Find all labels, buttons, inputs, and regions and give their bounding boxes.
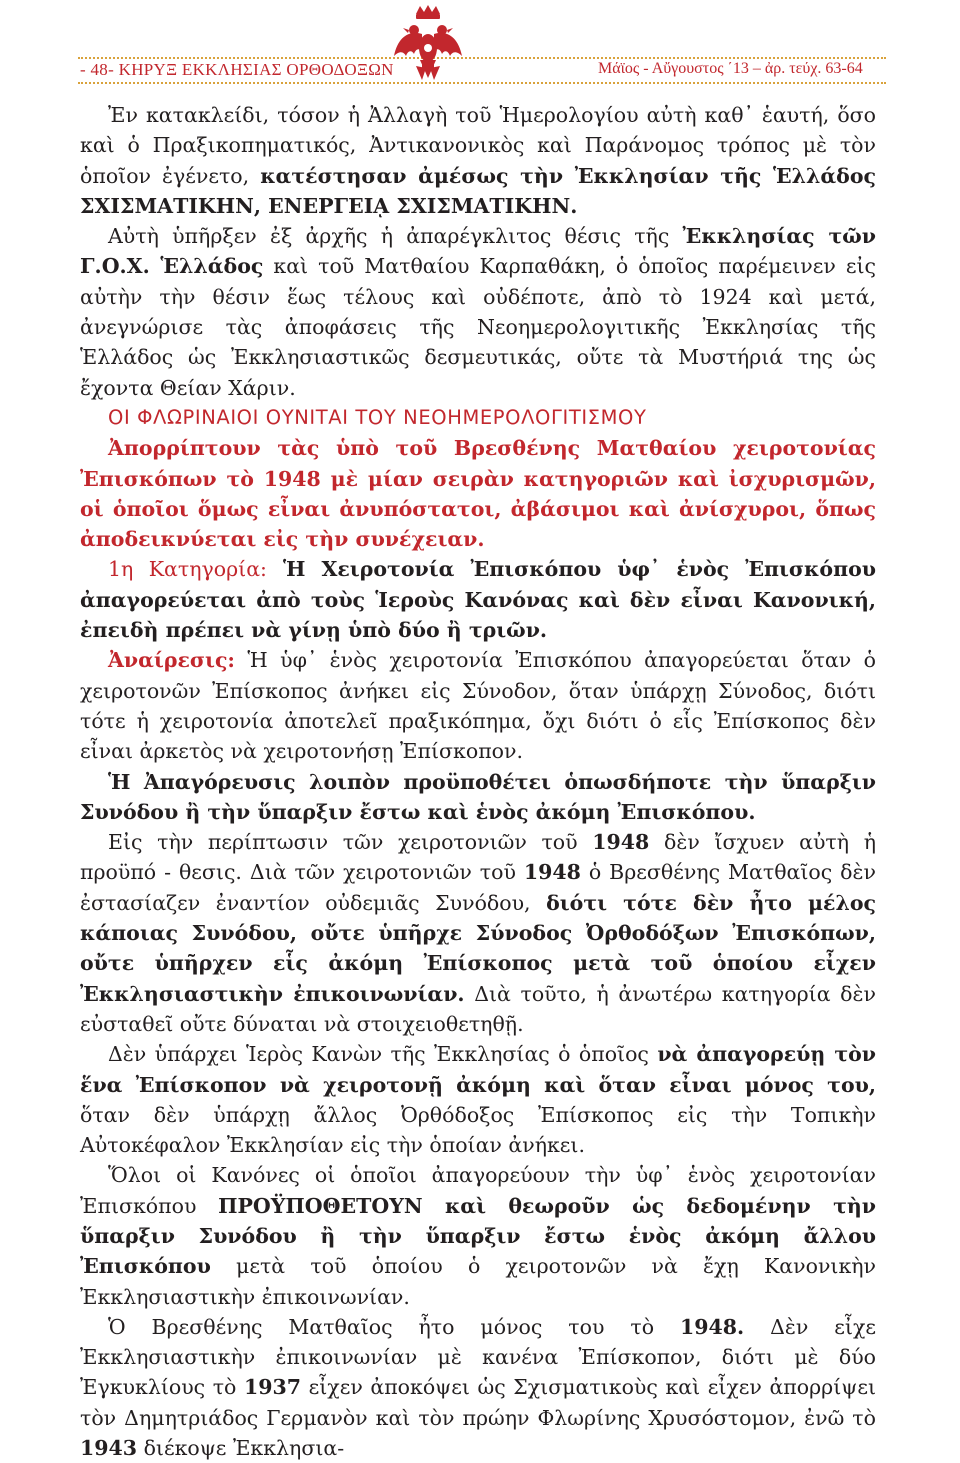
bold-statement: κατέστησαν ἀμέσως τὴν Ἐκκλησίαν τῆς Ἑλλάδος ΣΧΙΣΜΑΤΙΚΗΝ, ΕΝΕΡΓΕΙᾼ ΣΧΙΣΜΑΤΙΚΗΝ. <box>80 163 876 218</box>
header-top-rule <box>78 57 886 59</box>
paragraph-all-canons: Ὅλοι οἱ Κανόνες οἱ ὁποῖοι ἀπαγορεύουν τὴν ὑφ᾽ ἑνὸς χειροτονίαν Ἐπισκόπου ΠΡΟΫΠΟΘΕΤΟΥΝ καὶ θεωροῦν ὡς δεδομένην τὴν ὕπαρξιν Συνόδου ἢ τὴν ὕπαρξιν ἔστω ἑνὸς ἀκόμη ἄλλου Ἐπισκόπου μετὰ τοῦ ὁποίου ὁ χειροτονῶν νὰ ἔχῃ Κανονικὴν Ἐκκλησιαστικὴν ἐπικοινωνίαν. <box>80 1163 876 1309</box>
page-header <box>0 0 960 92</box>
paragraph-conclusion: Ἐν κατακλείδι, τόσον ἡ Ἀλλαγὴ τοῦ Ἡμερολογίου αὐτὴ καθ᾽ ἑαυτή, ὅσο καὶ ὁ Πραξικοπηματικός, Ἀντικανονικὸς καὶ Παράνομος τρόπος μὲ τὸν ὁποῖον ἐγένετο, κατέστησαν ἀμέσως τὴν Ἐκκλησίαν τῆς Ἑλλάδος ΣΧΙΣΜΑΤΙΚΗΝ, ΕΝΕΡΓΕΙᾼ ΣΧΙΣΜΑΤΙΚΗΝ. <box>80 103 876 218</box>
header-issue-label: Μάϊος - Αὔγουστος ΄13 – ἀρ. τεύχ. 63-64 <box>598 60 863 77</box>
paragraph-refutation: Ἀναίρεσις: Ἡ ὑφ᾽ ἑνὸς χειροτονία Ἐπισκόπου ἀπαγορεύεται ὅταν ὁ χειροτονῶν Ἐπίσκοπος ἀνήκει εἰς Σύνοδον, ὅταν ὑπάρχῃ Σύνοδος, διότι τότε ἡ χειροτονία ἀποτελεῖ πραξικόπημα, ὄχι διότι ὁ εἷς Ἐπίσκοπος δὲν εἶναι ἀρκετὸς νὰ χειροτονήσῃ Ἐπίσκοπον. <box>80 648 876 764</box>
paragraph-accusation-1: 1η Κατηγορία: Ἡ Χειροτονία Ἐπισκόπου ὑφ᾽ ἑνὸς Ἐπισκόπου ἀπαγορεύεται ἀπὸ τοὺς Ἱεροὺς Κανόνας καὶ δὲν εἶναι Κανονική, ἐπειδὴ πρέπει νὰ γίνῃ ὑπὸ δύο ἢ τριῶν. <box>80 557 876 643</box>
accusation-label: 1η Κατηγορία: <box>108 557 267 582</box>
paragraph-prohibition: Ἡ Ἀπαγόρευσις λοιπὸν προϋποθέτει ὁπωσδήποτε τὴν ὕπαρξιν Συνόδου ἢ τὴν ὕπαρξιν ἔστω καὶ ἑνὸς ἀκόμη Ἐπισκόπου. <box>80 769 876 824</box>
paragraph-no-canon: Δὲν ὑπάρχει Ἱερὸς Κανὼν τῆς Ἐκκλησίας ὁ ὁποῖος νὰ ἀπαγορεύῃ τὸν ἕνα Ἐπίσκοπον νὰ χειροτονῇ ἀκόμη καὶ ὅταν εἶναι μόνος του, ὅταν δὲν ὑπάρχῃ ἄλλος Ὀρθόδοξος Ἐπίσκοπος εἰς τὴν Τοπικὴν Αὐτοκέφαλον Ἐκκλησίαν εἰς τὴν ὁποίαν ἀνήκει. <box>80 1042 877 1158</box>
church-name: Ἐκκλησίας τῶν Γ.Ο.Χ. Ἑλλάδος <box>80 224 876 279</box>
refutation-label: Ἀναίρεσις: <box>108 648 236 673</box>
section-heading: ΟΙ ΦΛΩΡΙΝΑΙΟΙ ΟΥΝΙΤΑΙ ΤΟΥ ΝΕΟΗΜΕΡΟΛΟΓΙΤΙΣΜΟΥ <box>108 405 647 429</box>
header-page-label: - 48- ΚΗΡΥΞ ΕΚΚΛΗΣΙΑΣ ΟΡΘΟΔΟΞΩΝ <box>80 60 394 79</box>
paragraph-position: Αὐτὴ ὑπῆρξεν ἐξ ἀρχῆς ἡ ἀπαρέγκλιτος θέσις τῆς Ἐκκλησίας τῶν Γ.Ο.Χ. Ἑλλάδος καὶ τοῦ Ματθαίου Καρπαθάκη, ὁ ὁποῖος παρέμεινεν εἰς αὐτὴν τὴν θέσιν ἕως τέλους καὶ οὐδέποτε, ἀπὸ τὸ 1924 καὶ μετά, ἀνεγνώρισε τὰς ἀποφάσεις τῆς Νεοημερολογιτικῆς Ἐκκλησίας τῆς Ἑλλάδος ὡς Ἐκκλησιαστικῶς δεσμευτικάς, οὔτε τὰ Μυστήριά της ὡς ἔχοντα Θείαν Χάριν. <box>80 224 876 400</box>
article-body <box>80 100 876 1463</box>
header-bottom-rule <box>78 82 886 84</box>
double-headed-eagle-icon <box>392 4 464 92</box>
paragraph-intro-red: Ἀπορρίπτουν τὰς ὑπὸ τοῦ Βρεσθένης Ματθαίου χειροτονίας Ἐπισκόπων τὸ 1948 μὲ μίαν σειρὰν κατηγοριῶν καὶ ἰσχυρισμῶν, οἱ ὁποῖοι ὅμως εἶναι ἀνυπόστατοι, ἀβάσιμοι καὶ ἀνίσχυροι, ὅπως ἀποδεικνύεται εἰς τὴν συνέχειαν. <box>80 436 876 552</box>
paragraph-alone: Ὁ Βρεσθένης Ματθαῖος ἦτο μόνος του τὸ 1948. Δὲν εἶχε Ἐκκλησιαστικὴν ἐπικοινωνίαν μὲ κανένα Ἐπίσκοπον, διότι μὲ δύο Ἐγκυκλίους τὸ 1937 εἶχεν ἀποκόψει ὡς Σχισματικοὺς καὶ εἶχεν ἀπορρίψει τὸν Δημητριάδος Γερμανὸν καὶ τὸν πρώην Φλωρίνης Χρυσόστομον, ἐνῶ τὸ 1943 διέκοψε Ἐκκλησια- <box>80 1314 876 1461</box>
paragraph-1948: Εἰς τὴν περίπτωσιν τῶν χειροτονιῶν τοῦ 1948 δὲν ἴσχυεν αὐτὴ ἡ προϋπό - θεσις. Διὰ τῶν χειροτονιῶν τοῦ 1948 ὁ Βρεσθένης Ματθαῖος δὲν ἐστασίαζεν ἐναντίον οὐδεμιᾶς Συνόδου, διότι τότε δὲν ἦτο μέλος κάποιας Συνόδου, οὔτε ὑπῆρχε Σύνοδος Ὀρθοδόξων Ἐπισκόπων, οὔτε ὑπῆρχεν εἷς ἀκόμη Ἐπίσκοπος μετὰ τοῦ ὁποίου εἶχεν Ἐκκλησιαστικὴν ἐπικοινωνίαν. Διὰ τοῦτο, ἡ ἀνωτέρω κατηγορία δὲν εὐσταθεῖ οὔτε δύναται νὰ στοιχειοθετηθῇ. <box>80 830 876 1036</box>
